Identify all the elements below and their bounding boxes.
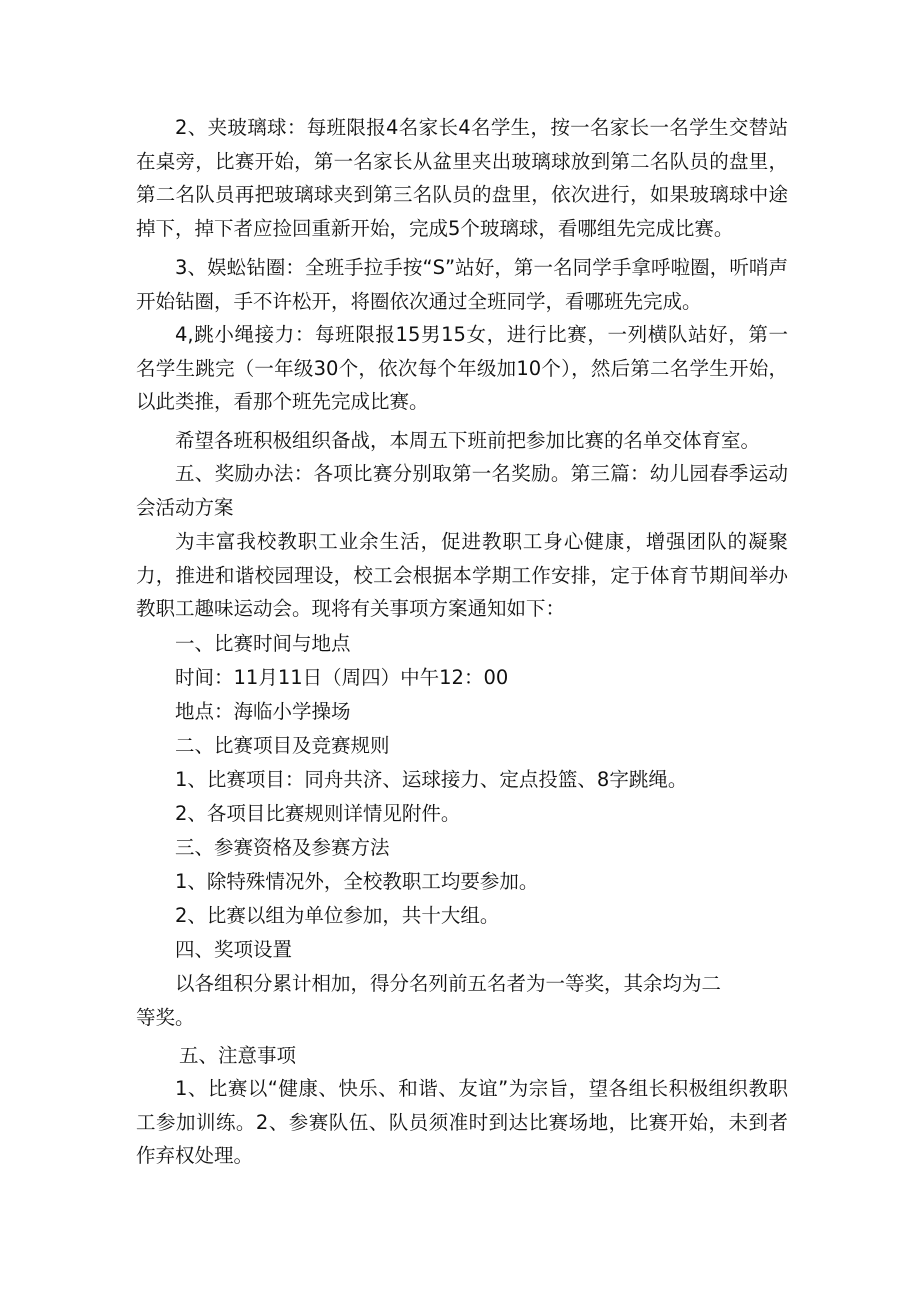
heading-time-and-place: 一、比赛时间与地点 — [175, 632, 351, 655]
heading-notes: 五、注意事项 — [179, 1044, 297, 1067]
paragraph-centipede-hoop-rule: 3、娱蚣钻圈：全班手拉手按“S”站好，第一名同学手拿呼啦圈，听哨声开始钻圈，手不许松开，将圈依次通过全班同学，看哪班先完成。 — [136, 256, 788, 313]
paragraph-notes-detail: 1、比赛以“健康、快乐、和谐、友谊”为宗旨，望各组长积极组织教职工参加训练。2、参赛队伍、队员须准时到达比赛场地，比赛开始，未到者作弃权处理。 — [136, 1077, 788, 1168]
line-awards-detail: 以各组积分累计相加，得分名列前五名者为一等奖，其余均为二 — [175, 972, 722, 995]
paragraph-registration-notice: 希望各班积极组织备战，本周五下班前把参加比赛的名单交体育室。 — [175, 429, 761, 452]
line-group-units: 2、比赛以组为单位参加，共十大组。 — [175, 904, 500, 927]
line-awards-detail-continued: 等奖。 — [136, 1006, 195, 1029]
paragraph-glass-ball-rule: 2、夹玻璃球：每班限报4名家长4名学生，按一名家长一名学生交替站在桌旁，比赛开始，第一名家长从盆里夹出玻璃球放到第二名队员的盘里，第二名队员再把玻璃球夹到第三名队员的盘里，依次进行，如果玻璃球中途掉下，掉下者应捡回重新开始，完成5个玻璃球，看哪组先完成比赛。 — [136, 116, 788, 240]
line-event-list: 1、比赛项目：同舟共济、运球接力、定点投篮、8字跳绳。 — [175, 768, 688, 791]
line-all-staff: 1、除特殊情况外，全校教职工均要参加。 — [175, 870, 539, 893]
paragraph-awards-and-third-article-title: 五、奖励办法：各项比赛分别取第一名奖励。第三篇：幼儿园春季运动会活动方案 — [136, 462, 788, 519]
paragraph-introduction: 为丰富我校教职工业余生活，促进教职工身心健康，增强团队的凝聚力，推进和谐校园理设，校工会根据本学期工作安排，定于体育节期间举办教职工趣味运动会。现将有关事项方案通知如下： — [136, 530, 788, 621]
heading-awards-setup: 四、奖项设置 — [175, 938, 293, 961]
paragraph-jump-rope-relay-rule: 4,跳小绳接力：每班限报15男15女，进行比赛，一列横队站好，第一名学生跳完（一年级30个，依次每个年级加10个），然后第二名学生开始，以此类推，看那个班先完成比赛。 — [136, 323, 788, 414]
heading-events-and-rules: 二、比赛项目及竞赛规则 — [175, 734, 390, 757]
line-rules-attachment: 2、各项目比赛规则详情见附件。 — [175, 802, 461, 825]
line-time: 时间：11月11日（周四）中午12：00 — [175, 666, 509, 689]
heading-eligibility: 三、参赛资格及参赛方法 — [175, 836, 390, 859]
line-place: 地点：海临小学操场 — [175, 700, 351, 723]
